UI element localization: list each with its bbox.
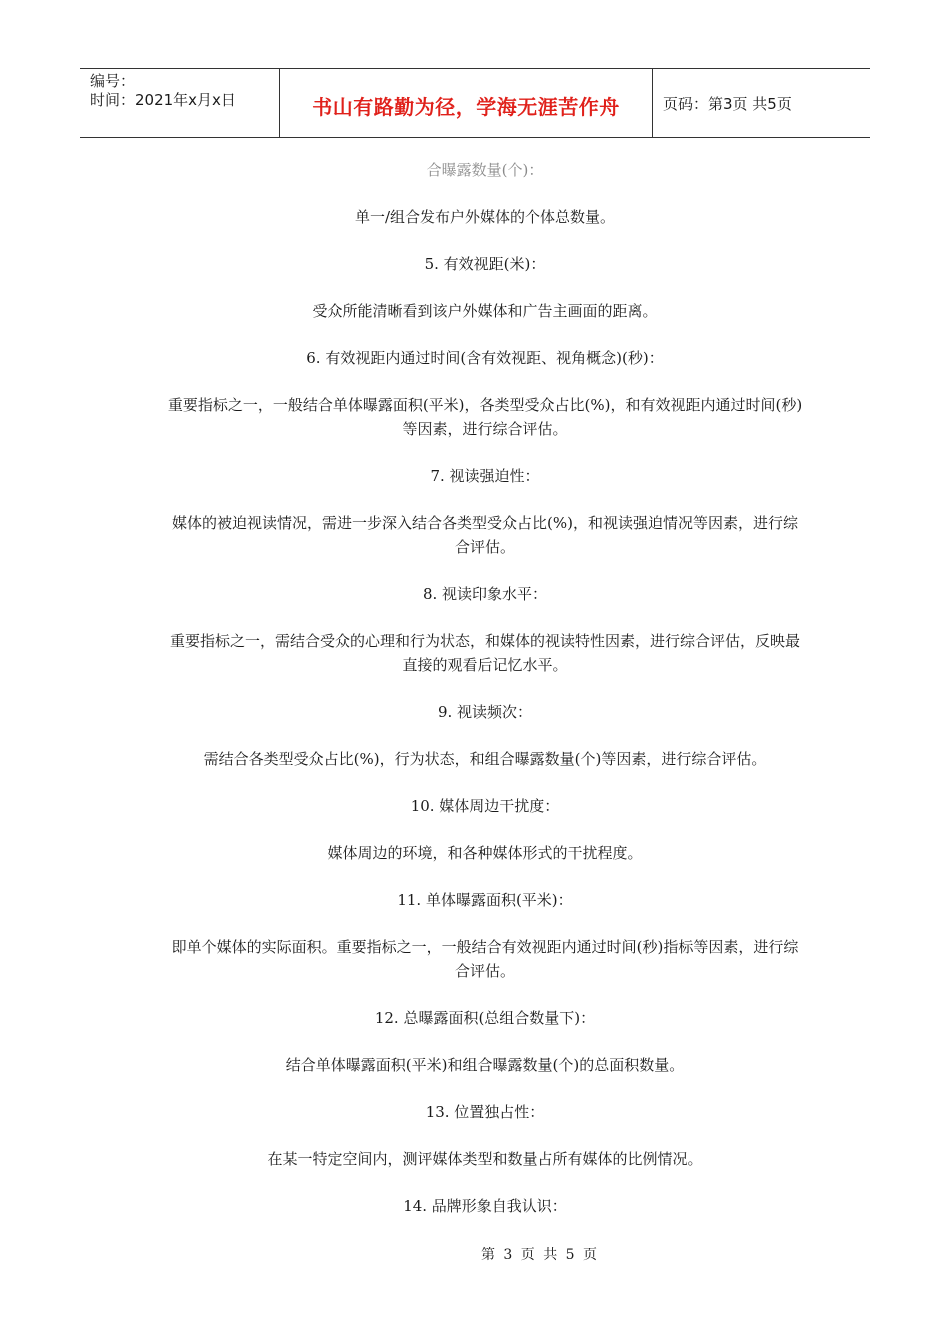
section-heading: 12. 总曝露面积(总组合数量下)： (374, 1009, 596, 1027)
document-body (165, 158, 805, 1241)
section-heading: 5. 有效视距(米)： (424, 255, 546, 273)
paragraph: 在某一特定空间内，测评媒体类型和数量占所有媒体的比例情况。 (267, 1150, 703, 1168)
paragraph: 重要指标之一，需结合受众的心理和行为状态，和媒体的视读特性因素，进行综合评估，反映最直接的观看后记忆水平。 (169, 632, 800, 674)
page-footer: 第 3 页 共 5 页 (480, 1247, 600, 1263)
section-heading: 14. 品牌形象自我认识： (403, 1197, 567, 1215)
section-heading: 11. 单体曝露面积(平米)： (397, 891, 573, 909)
section-heading: 6. 有效视距内通过时间(含有效视距、视角概念)(秒)： (306, 349, 664, 367)
paragraph: 受众所能清晰看到该户外媒体和广告主画面的距离。 (312, 302, 658, 320)
section-heading: 10. 媒体周边干扰度： (410, 797, 560, 815)
header-meta-cell (80, 69, 280, 137)
header-motto: 书山有路勤为径，学海无涯苦作舟 (280, 69, 653, 137)
partial-top-line: 合曝露数量(个)： (426, 161, 544, 179)
section-heading: 8. 视读印象水平： (422, 585, 548, 603)
document-header (80, 68, 870, 138)
section-heading: 7. 视读强迫性： (430, 467, 540, 485)
section-heading: 9. 视读频次： (437, 703, 533, 721)
paragraph: 即单个媒体的实际面积。重要指标之一，一般结合有效视距内通过时间(秒)指标等因素，进行综合评估。 (171, 938, 799, 980)
paragraph: 结合单体曝露面积(平米)和组合曝露数量(个)的总面积数量。 (285, 1056, 685, 1074)
paragraph: 单一/组合发布户外媒体的个体总数量。 (354, 208, 616, 226)
header-number-label: 编号： (90, 72, 136, 90)
paragraph: 需结合各类型受众占比(%)，行为状态，和组合曝露数量(个)等因素，进行综合评估。 (203, 750, 767, 768)
paragraph: 媒体的被迫视读情况，需进一步深入结合各类型受众占比(%)，和视读强迫情况等因素，进行综合评估。 (172, 514, 798, 556)
paragraph: 重要指标之一，一般结合单体曝露面积(平米)，各类型受众占比(%)，和有效视距内通过时间(秒)等因素，进行综合评估。 (167, 396, 803, 438)
section-heading: 13. 位置独占性： (425, 1103, 545, 1121)
header-time-label: 时间：2021年x月x日 (90, 91, 236, 109)
header-page-label: 页码：第3页 共5页 (663, 94, 792, 113)
paragraph: 媒体周边的环境，和各种媒体形式的干扰程度。 (327, 844, 643, 862)
